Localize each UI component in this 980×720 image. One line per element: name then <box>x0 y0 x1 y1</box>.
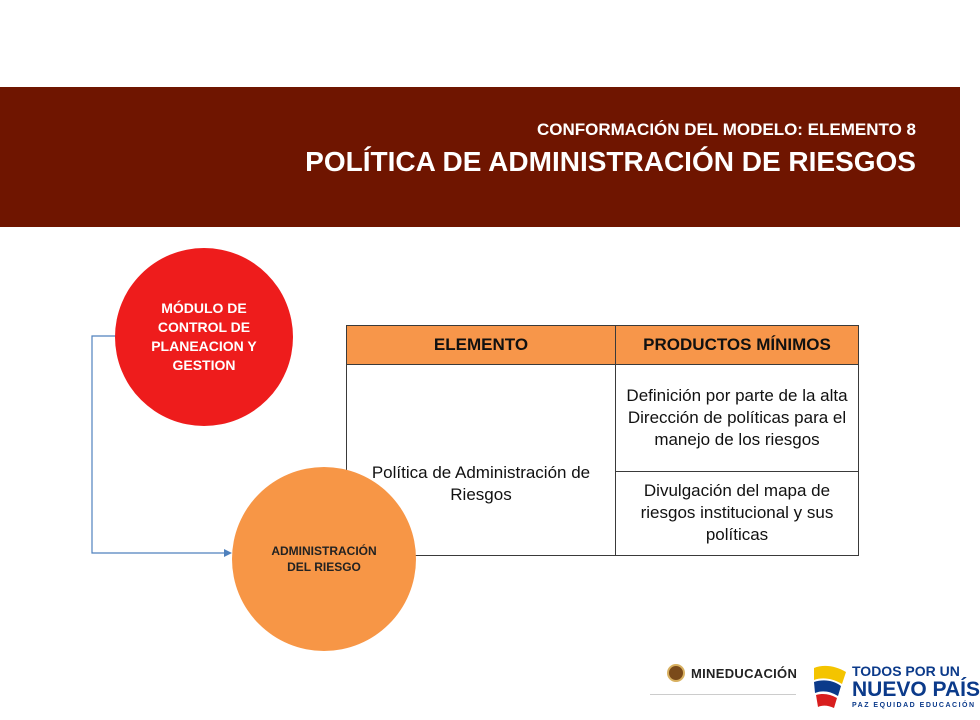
colombia-flag-icon <box>810 662 852 716</box>
slide-title: POLÍTICA DE ADMINISTRACIÓN DE RIESGOS <box>305 146 916 177</box>
colombia-seal-icon <box>667 664 685 682</box>
risk-circle-label: ADMINISTRACIÓN DEL RIESGO <box>271 544 377 574</box>
mineducacion-logo <box>667 664 797 682</box>
mineducacion-text: MINEDUCACIÓN <box>691 665 798 681</box>
risk-circle <box>232 467 416 651</box>
tpn-line1: TODOS POR UN <box>852 663 960 679</box>
module-circle-label: MÓDULO DE CONTROL DE PLANEACION Y GESTION <box>151 300 257 373</box>
header-productos-minimos: PRODUCTOS MÍNIMOS <box>616 326 859 365</box>
product-cell-1: Definición por parte de la alta Dirección de políticas para el manejo de los riesgos <box>616 364 859 471</box>
logo-divider <box>650 694 796 695</box>
header-elemento: ELEMENTO <box>347 326 616 365</box>
todos-por-un-nuevo-pais-logo <box>852 664 980 711</box>
product-cell-2: Divulgación del mapa de riesgos institucional y sus políticas <box>616 471 859 555</box>
tpn-line2: NUEVO PAÍS <box>852 678 980 701</box>
slide-subtitle: CONFORMACIÓN DEL MODELO: ELEMENTO 8 <box>536 120 916 139</box>
module-circle <box>115 248 293 426</box>
element-products-table <box>346 325 859 556</box>
tpn-line3: PAZ EQUIDAD EDUCACIÓN <box>852 702 976 709</box>
element-cell: Política de Administración de Riesgos <box>347 364 616 555</box>
